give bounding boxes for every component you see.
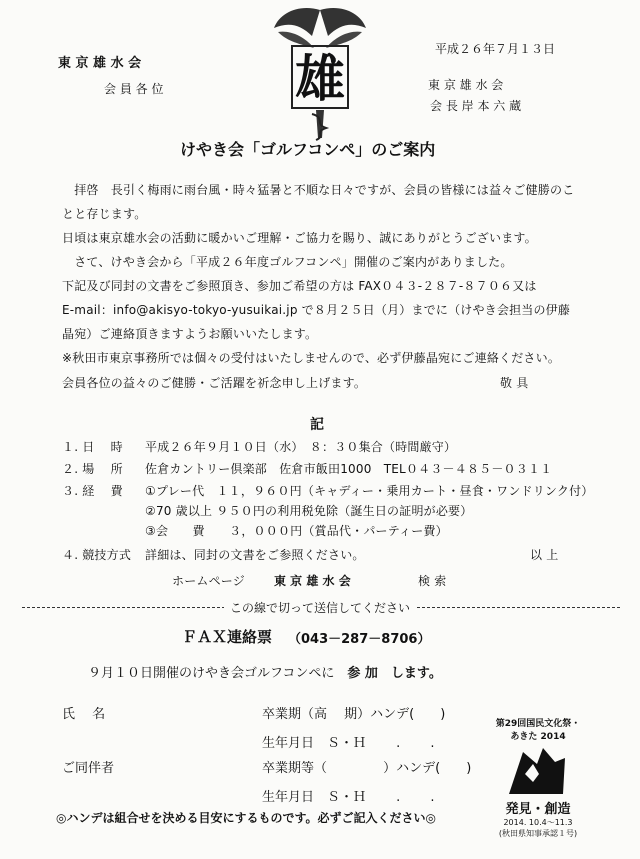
- item4-value: 詳細は、同封の文書をご参照ください。: [145, 548, 365, 562]
- header-org: 東 京 雄 水 会: [58, 56, 142, 71]
- fax-intro: ９月１０日開催のけやき会ゴルフコンペに 参 加 します。: [88, 666, 442, 681]
- name-label: 氏 名: [62, 707, 106, 722]
- item3-value3: ③会 費 ３，０００円（賞品代・パーティー費）: [145, 524, 448, 538]
- dob-row-companion: 生年月日 Ｓ・Ｈ . .: [262, 790, 435, 805]
- item3-value2: ②70 歳以上 ９５０円の利用税免除（誕生日の証明が必要）: [145, 504, 473, 518]
- sender-name: 会 長 岸 本 六 蔵: [430, 99, 522, 113]
- emblem-approval: (秋田県知事承認１号): [498, 829, 578, 838]
- ijo: 以 上: [530, 548, 559, 562]
- item1-label: １. 日 時: [62, 440, 123, 454]
- header-date: 平成２６年７月１３日: [435, 42, 556, 56]
- body-keigu: 敬 具: [500, 376, 529, 390]
- homepage-label: ホームページ: [172, 574, 245, 588]
- body-p4c: 晶宛）ご連絡頂きますようお願いいたします。: [62, 327, 318, 341]
- organization-logo: [270, 2, 370, 142]
- item1-value: 平成２６年９月１０日（水） ８：３０集合（時間厳守）: [145, 440, 457, 454]
- item4-label: ４. 競技方式: [62, 548, 132, 562]
- fax-note: ◎ハンデは組合せを決める目安にするものです。必ずご記入ください◎: [56, 811, 436, 825]
- item3-label: ３. 経 費: [62, 484, 123, 498]
- body-p2: 日頃は東京雄水会の活動に暖かいご理解・ご協力を賜り、誠にありがとうございます。: [62, 231, 537, 245]
- svg-text:雄: 雄: [295, 49, 345, 108]
- homepage-search: 検 索: [418, 574, 447, 588]
- fax-number: （043－287－8706）: [288, 632, 431, 647]
- body-p3: さて、けやき会から「平成２６年度ゴルフコンペ」開催のご案内がありました。: [62, 255, 513, 269]
- body-p4a: 下記及び同封の文書をご参照頂き、参加ご希望の方は FAX０４３-２８７-８７０６又は: [62, 279, 537, 293]
- body-p1a: 拝啓 長引く梅雨に雨台風・時々猛暑と不順な日々ですが、会員の皆様には益々ご健勝のこ: [62, 183, 575, 197]
- emblem-line2: あきた 2014: [510, 732, 566, 742]
- grad-row-companion: 卒業期等（ ）ハンデ( ): [262, 761, 472, 776]
- body-p5: ※秋田市東京事務所では個々の受付はいたしませんので、必ず伊藤晶宛にご連絡ください。: [62, 351, 561, 365]
- dob-row: 生年月日 Ｓ・Ｈ . .: [262, 736, 435, 751]
- fax-title: ＦＡＸ連絡票: [182, 628, 273, 646]
- emblem-slogan: 発見・創造: [505, 802, 571, 817]
- header-recipients: 会 員 各 位: [104, 82, 164, 96]
- festival-mark-icon: [503, 744, 573, 798]
- sender-org: 東 京 雄 水 会: [428, 78, 504, 92]
- item2-value: 佐倉カントリー倶楽部 佐倉市飯田1000 TEL０４３－４８５－０３１１: [145, 462, 553, 476]
- body-p4b: E-mail：info@akisyo-tokyo-yusuikai.jp で８月２５日（月）までに（けやき会担当の伊藤: [62, 303, 571, 317]
- page-title: けやき会「ゴルフコンペ」のご案内: [180, 140, 436, 159]
- festival-emblem: [488, 716, 588, 856]
- emblem-line1: 第29回国民文化祭・: [495, 719, 581, 729]
- item2-label: ２. 場 所: [62, 462, 123, 476]
- body-p1b: とと存じます。: [62, 207, 147, 221]
- grad-row: 卒業期（高 期）ハンデ( ): [262, 707, 446, 722]
- item3-value1: ①プレー代 １１，９６０円（キャディー・乗用カート・昼食・ワンドリンク付）: [145, 484, 594, 498]
- companion-label: ご同伴者: [62, 761, 115, 776]
- body-p6: 会員各位の益々のご健勝・ご活躍を祈念申し上げます。: [62, 376, 367, 390]
- emblem-dates: 2014. 10.4～11.3: [503, 818, 573, 827]
- cut-line-label: この線で切って送信してください: [224, 601, 416, 615]
- homepage-query: 東 京 雄 水 会: [274, 574, 351, 588]
- ki-heading: 記: [310, 417, 324, 433]
